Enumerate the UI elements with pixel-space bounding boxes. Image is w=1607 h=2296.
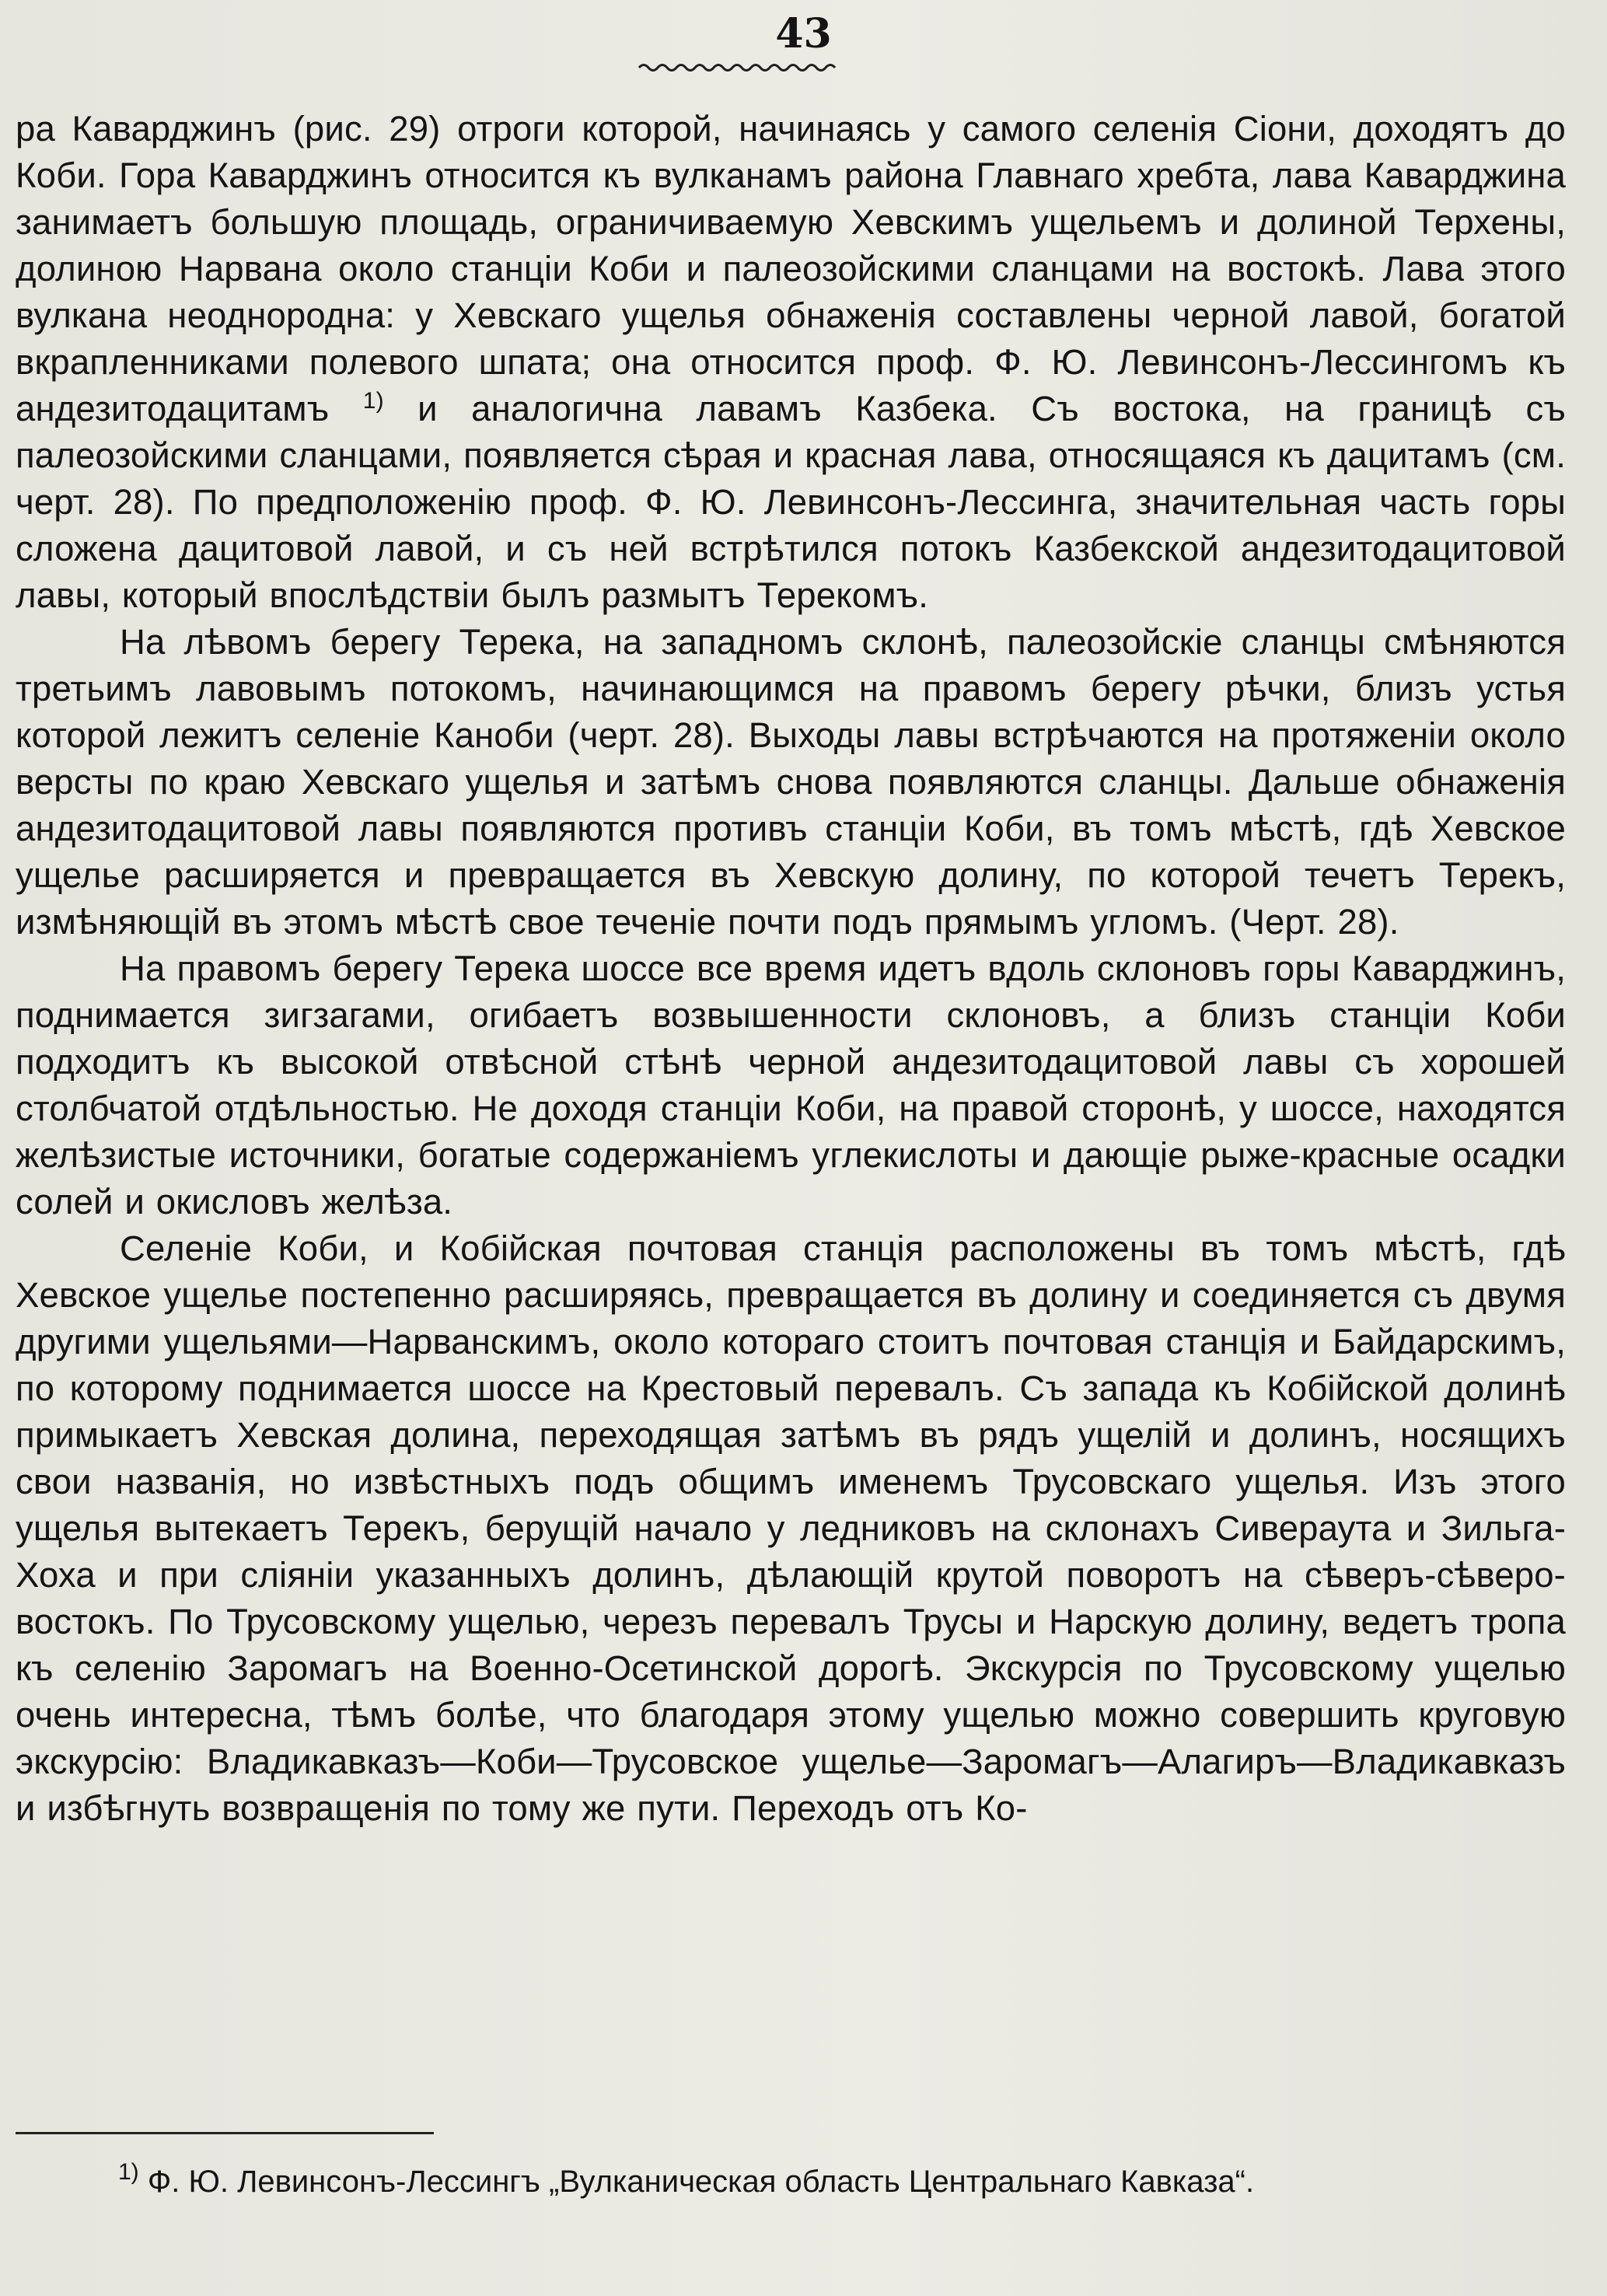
paragraph-1 (16, 106, 1566, 619)
body-text (16, 106, 1566, 1832)
page-number-ornament (638, 61, 840, 75)
paragraph-1-continuation: и аналогична лавамъ Казбека. Съ востока, на границѣ съ палеозойскими сланцами, появляется сѣрая и красная лава, относящаяся къ дацитамъ (см. черт. 28). По предположенію проф. Ф. Ю. Левинсонъ-Лессинга, значительная часть горы сложена дацитовой лавой, и съ ней встрѣтился потокъ Казбекской андезитодацитовой лавы, который впослѣдствіи былъ размытъ Терекомъ. (16, 389, 1566, 615)
paragraph-4: Селеніе Коби, и Кобійская почтовая станція расположены въ томъ мѣстѣ, гдѣ Хевское ущелье постепенно расширяясь, превращается въ долину и соединяется съ двумя другими ущельями—Нарванскимъ, около котораго стоитъ почтовая станція и Байдарскимъ, по которому поднимается шоссе на Крестовый перевалъ. Съ запада къ Кобійской долинѣ примыкаетъ Хевская долина, переходящая затѣмъ въ рядъ ущелій и долинъ, носящихъ свои названія, но извѣстныхъ подъ общимъ именемъ Трусовскаго ущелья. Изъ этого ущелья вытекаетъ Терекъ, берущій начало у ледниковъ на склонахъ Сивераута и Зильга-Хоха и при сліяніи указанныхъ долинъ, дѣлающій крутой поворотъ на сѣверъ-сѣверо-востокъ. По Трусовскому ущелью, черезъ перевалъ Трусы и Нарскую долину, ведетъ тропа къ селенію Заромагъ на Военно-Осетинской дорогѣ. Экскурсія по Трусовскому ущелью очень интересна, тѣмъ болѣе, что благодаря этому ущелью можно совершить круговую экскурсію: Владикавказъ—Коби—Трусовское ущелье—Заромагъ—Алагиръ—Владикавказъ и избѣгнуть возвращенія по тому же пути. Переходъ отъ Ко- (16, 1228, 1566, 1828)
paragraph-3: На правомъ берегу Терека шоссе все время идетъ вдоль склоновъ горы Каварджинъ, поднимается зигзагами, огибаетъ возвышенности склоновъ, а близъ станціи Коби подходитъ къ высокой отвѣсной стѣнѣ черной андезитодацитовой лавы съ хорошей столбчатой отдѣльностью. Не доходя станціи Коби, на правой сторонѣ, у шоссе, находятся желѣзистые источники, богатые содержаніемъ углекислоты и дающіе рыже-красные осадки солей и окисловъ желѣза. (16, 949, 1566, 1221)
footnote-text: Ф. Ю. Левинсонъ-Лессингъ „Вулканическая область Центральнаго Кавказа“. (147, 2165, 1255, 2199)
footnote-divider (16, 2132, 434, 2134)
paragraph-2: На лѣвомъ берегу Терека, на западномъ склонѣ, палеозойскіе сланцы смѣняются третьимъ лавовымъ потокомъ, начинающимся на правомъ берегу рѣчки, близъ устья которой лежитъ селеніе Каноби (черт. 28). Выходы лавы встрѣчаются на протяженіи около версты по краю Хевскаго ущелья и затѣмъ снова появляются сланцы. Дальше обнаженія андезитодацитовой лавы появляются противъ станціи Коби, въ томъ мѣстѣ, гдѣ Хевское ущелье расширяется и превращается въ Хевскую долину, по которой течетъ Терекъ, измѣняющій въ этомъ мѣстѣ свое теченіе почти подъ прямымъ угломъ. (Черт. 28). (16, 622, 1566, 942)
paragraph-1-text: ра Каварджинъ (рис. 29) отроги которой, начинаясь у самого селенія Сіони, доходятъ до Коби. Гора Каварджинъ относится къ вулканамъ района Главнаго хребта, лава Каварджина занимаетъ большую площадь, ограничиваемую Хевскимъ ущельемъ и долиной Терхены, долиною Нарвана около станціи Коби и палеозойскими сланцами на востокѣ. Лава этого вулкана неоднородна: у Хевскаго ущелья обнаженія составлены черной лавой, богатой вкрапленниками полевого шпата; она относится проф. Ф. Ю. Левинсонъ-Лессингомъ къ андезитодацитамъ (16, 109, 1566, 428)
footnote-marker: 1) (118, 2159, 139, 2185)
footnote-ref[interactable]: 1) (362, 388, 384, 414)
page-number: 43 (775, 10, 832, 58)
footnote (118, 2159, 1566, 2200)
